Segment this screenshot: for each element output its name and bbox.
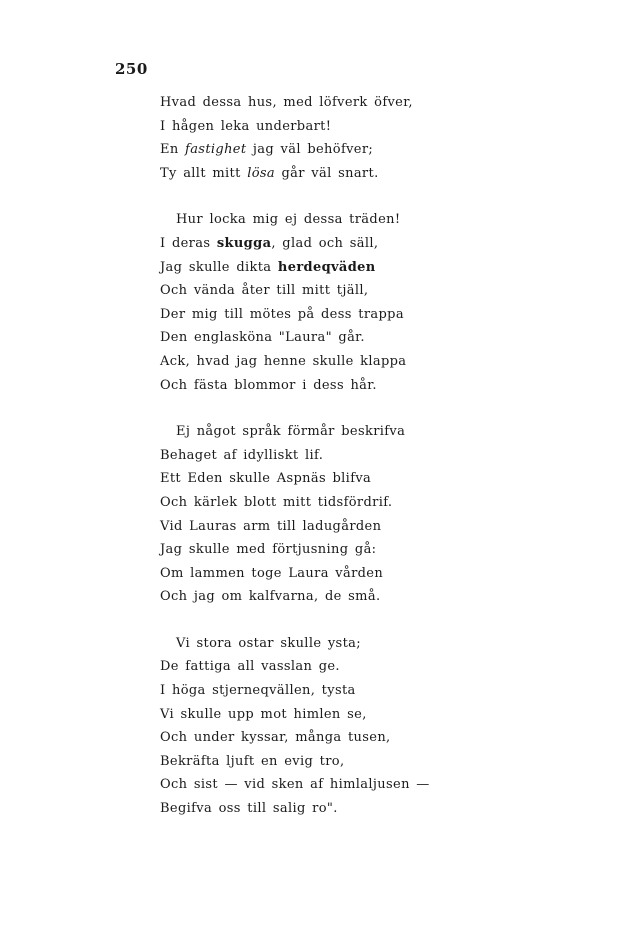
bold-word: herdeqväden <box>277 259 376 275</box>
poem-line <box>160 562 600 586</box>
poem-line <box>160 750 600 774</box>
line-text: Hur locka mig ej dessa träden! <box>176 212 401 228</box>
poem-line <box>160 350 600 374</box>
line-text: går väl snart. <box>275 165 379 181</box>
line-text: Och kärlek blott mitt tidsfördrif. <box>160 494 393 510</box>
italic-word: lösa <box>247 165 275 181</box>
poem-line <box>160 256 600 280</box>
line-text: , glad och säll, <box>271 235 379 251</box>
poem-line <box>160 538 600 562</box>
line-text: Och jag om kalfvarna, de små. <box>160 589 381 605</box>
bold-word: skugga <box>216 235 272 251</box>
poem-line <box>160 632 600 656</box>
stanza <box>160 632 600 821</box>
stanza <box>160 420 600 609</box>
poem-line <box>160 232 600 256</box>
stanza <box>160 208 600 397</box>
stanza <box>160 91 600 185</box>
line-text: Bekräfta ljuft en evig tro, <box>160 753 345 769</box>
line-text: En <box>160 142 186 158</box>
line-text: Ej något språk förmår beskrifva <box>176 424 406 440</box>
line-text: Och fästa blommor i dess hår. <box>160 377 377 393</box>
line-text: De fattiga all vasslan ge. <box>160 659 340 675</box>
poem-line <box>160 773 600 797</box>
poem-line <box>160 585 600 609</box>
italic-word: fastighet <box>185 142 247 158</box>
line-text: Ack, hvad jag henne skulle klappa <box>160 353 407 369</box>
poem-line <box>160 420 600 444</box>
poem <box>160 91 600 844</box>
line-text: Ty allt mitt <box>160 165 248 181</box>
poem-line <box>160 797 600 821</box>
line-text: Och vända åter till mitt tjäll, <box>160 283 369 299</box>
line-text: I hågen leka underbart! <box>160 118 332 134</box>
poem-line <box>160 655 600 679</box>
poem-line <box>160 703 600 727</box>
line-text: Ett Eden skulle Aspnäs blifva <box>160 471 372 487</box>
poem-line <box>160 303 600 327</box>
line-text: Den englasköna "Laura" går. <box>160 330 365 346</box>
poem-line <box>160 326 600 350</box>
poem-line <box>160 374 600 398</box>
line-text: jag väl behöfver; <box>246 142 374 158</box>
poem-line <box>160 208 600 232</box>
poem-line <box>160 91 600 115</box>
poem-line <box>160 115 600 139</box>
line-text: Vi skulle upp mot himlen se, <box>160 706 367 722</box>
poem-line <box>160 138 600 162</box>
line-text: Jag skulle med förtjusning gå: <box>160 542 377 558</box>
poem-line <box>160 467 600 491</box>
line-text: Begifva oss till salig ro". <box>160 801 338 817</box>
poem-line <box>160 515 600 539</box>
line-text: Der mig till mötes på dess trappa <box>160 306 404 322</box>
line-text: Vi stora ostar skulle ysta; <box>176 635 361 651</box>
line-text: Om lammen toge Laura vården <box>160 565 384 581</box>
line-text: Behaget af idylliskt lif. <box>160 447 324 463</box>
line-text: Vid Lauras arm till ladugården <box>160 518 382 534</box>
poem-line <box>160 279 600 303</box>
poem-line <box>160 679 600 703</box>
page-number: 250 <box>115 60 148 78</box>
poem-line <box>160 162 600 186</box>
line-text: Och under kyssar, många tusen, <box>160 730 391 746</box>
poem-line <box>160 726 600 750</box>
line-text: Och sist — vid sken af himlaljusen — <box>160 777 430 793</box>
line-text: Jag skulle dikta <box>160 259 278 275</box>
line-text: Hvad dessa hus, med löfverk öfver, <box>160 95 413 110</box>
line-text: I höga stjerneqvällen, tysta <box>160 683 356 699</box>
poem-line <box>160 444 600 468</box>
line-text: I deras <box>160 235 217 251</box>
poem-line <box>160 491 600 515</box>
